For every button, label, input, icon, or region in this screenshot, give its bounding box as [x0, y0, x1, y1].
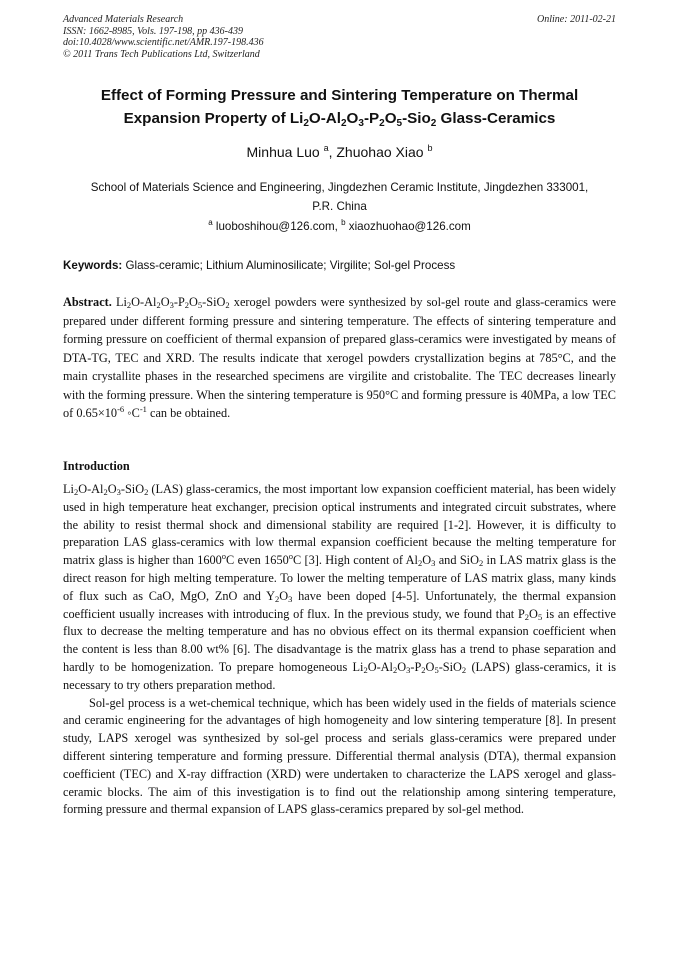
journal-header: [63, 14, 616, 60]
email-b[interactable]: xiaozhuohao@126.com: [345, 220, 471, 233]
author-emails: $^a$ luoboshihou@126.com, $^b$ xiaozhuohao@126.com: [208, 218, 471, 233]
author-2-mark: b: [427, 143, 433, 153]
journal-name: Advanced Materials Research: [63, 14, 184, 25]
paper-title: [63, 84, 616, 130]
author-1: Minhua Luo: [246, 144, 324, 160]
issn-line: ISSN: 1662-8985, Vols. 197-198, pp 436-439: [63, 25, 243, 37]
title-line-1: Effect of Forming Pressure and Sintering Temperature on Thermal: [100, 87, 579, 104]
doi-line: doi:10.4028/www.scientific.net/AMR.197-198.436: [63, 37, 264, 48]
keywords-label: Keywords:: [63, 259, 123, 272]
abstract-label: Abstract.: [63, 295, 112, 309]
introduction-body: [63, 481, 616, 819]
keywords-text: Glass-ceramic; Lithium Aluminosilicate; Virgilite; Sol-gel Process: [122, 259, 456, 272]
keywords: [63, 258, 616, 274]
intro-paragraph-2: Sol-gel process is a wet-chemical technique, which has been widely used in the fields of materials science and ceramic engineering for the advantages of high homogeneity and low sintering temperature [8]. In present study, LAPS xerogel was synthesized by sol-gel process and serials glass-ceramics were prepared under different sintering temperature and forming pressure. Differential thermal analysis (DTA), thermal expansion coefficient (TEC) and X-ray diffraction (XRD) were undertaken to characterize the LAPS xerogel and glass-ceramic blocks. The aim of this investigation is to find out the relationship among sintering temperature, forming pressure and thermal expansion of LAPS glass-ceramics prepared by sol-gel method.: [63, 695, 616, 817]
abstract: Abstract. $Li_2O-Al_2O_3-P_2O_5-SiO_2$ xerogel powders were synthesized by sol-gel route and glass-ceramics were prepared under different forming pressure and sintering temperature. The effects of sintering temperature and forming pressure on coefficient of thermal expansion of prepared glass-ceramics were investigated by means of DTA-TG, TEC and XRD. The results indicate that xerogel powders crystallization begins at 785°C, and the main crystallite phases in the researched specimens are virgilite and cristobalite. The TEC decreases linearly with the forming pressure. When the sintering temperature is 950°C and forming pressure is 40MPa, a low TEC of $0.65\times 10^{-6}$ $◦C^{-1}$ can be obtained.: [63, 295, 616, 420]
intro-paragraph-1: $Li_2O-Al_2O_3-SiO_2$ (LAS) glass-ceramics, the most important low expansion coefficient material, has been widely used in high temperature heat exchanger, precision optical instruments and integrated circuit substrates, where the ability to resist thermal shock and dimensional stability are required [1-2]. However, it is difficulty to preparation LAS glass-ceramics with low thermal expansion coefficient because the melting temperature for matrix glass is higher than 1600$^o$C even 1650$^o$C [3]. High content of $Al_2O_3$ and SiO$_2$ in LAS matrix glass is the direct reason for high melting temperature. To lower the melting temperature of LAS matrix glass, many kinds of flux such as CaO, MgO, ZnO and $Y_2O_3$ have been doped [4-5]. Unfortunately, the thermal expansion coefficient usually increases with introducing of flux. In the previous study, we found that $P_2O_5$ is an effective flux to decrease the melting temperature and has no obvious effect on its thermal expansion coefficient when the content is less than 8.00 wt% [6]. The disadvantage is the matrix glass has a trend to phase separation and hardly to be homogenization. To prepare homogeneous $Li_2O-Al_2O_3-P_2O_5-SiO_2$ (LAPS) glass-ceramics, it is necessary to try others preparation method.: [63, 482, 616, 692]
email-a[interactable]: luoboshihou@126.com,: [212, 220, 342, 233]
author-1-mark: a: [323, 143, 329, 153]
copyright-line: © 2011 Trans Tech Publications Ltd, Switzerland: [63, 48, 260, 60]
author-list: Minhua Luo $^a$, Zhuohao Xiao $^b$: [246, 143, 433, 160]
online-date: Online: 2011-02-21: [537, 14, 616, 25]
author-2: Zhuohao Xiao: [336, 144, 428, 160]
title-line-2: Expansion Property of $Li_2O-Al_2O_3-P_2O_5-Sio_2$ Glass-Ceramics: [123, 110, 556, 129]
introduction-heading: Introduction: [63, 459, 130, 473]
affiliation: School of Materials Science and Engineering, Jingdezhen Ceramic Institute, Jingdezhen 333001, P.R. China: [90, 181, 589, 213]
